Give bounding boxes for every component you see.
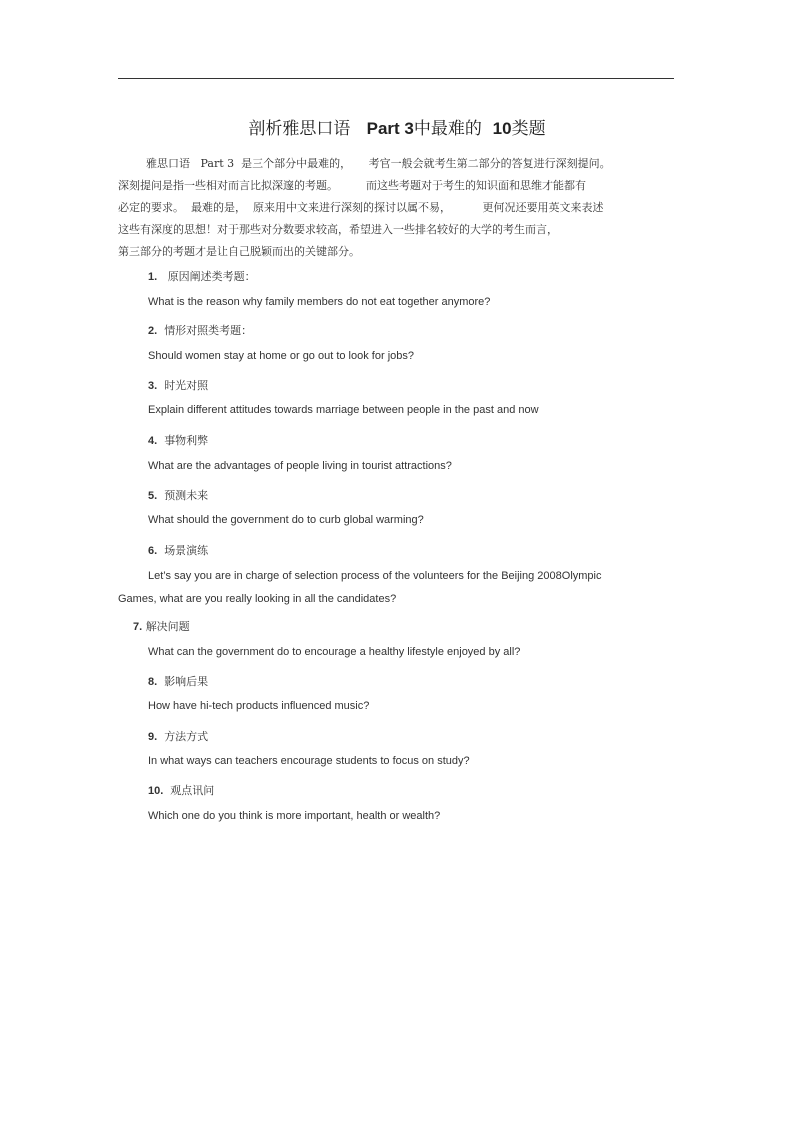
intro-line: 第三部分的考题才是让自己脱颖而出的关键部分。 — [118, 245, 360, 258]
list-item-heading: 5. 预测未来 — [148, 489, 209, 502]
list-item-question: What are the advantages of people living in tourist attractions? — [148, 460, 452, 472]
list-item-heading: 4. 事物利弊 — [148, 434, 209, 447]
list-item-question-continued: Games, what are you really looking in all the candidates? — [118, 593, 397, 605]
intro-paragraph — [118, 153, 678, 263]
list-item-heading: 9. 方法方式 — [148, 730, 209, 743]
list-item-heading: 7. 解决问题 — [133, 620, 190, 633]
intro-line: 必定的要求。 最难的是， 原来用中文来进行深刻的探讨以属不易， 更何况还要用英文来表述 — [118, 201, 604, 214]
list-item-question: What should the government do to curb global warming? — [148, 514, 424, 526]
list-item-question: What is the reason why family members do not eat together anymore? — [148, 296, 491, 308]
page-title: 剖析雅思口语 Part 3中最难的 10类题 — [248, 119, 546, 139]
list-item-question: Let’s say you are in charge of selection process of the volunteers for the Beijing 2008Olympic — [148, 570, 602, 582]
list-item-heading: 3. 时光对照 — [148, 379, 209, 392]
header-rule — [118, 78, 674, 79]
list-item-question: Which one do you think is more important, health or wealth? — [148, 810, 441, 822]
intro-line: 雅思口语 Part 3 是三个部分中最难的， 考官一般会就考生第二部分的答复进行深刻提问。 — [146, 157, 611, 170]
list-item-question: Explain different attitudes towards marriage between people in the past and now — [148, 404, 539, 416]
list-item-question: How have hi-tech products influenced music? — [148, 700, 370, 712]
list-item-question: What can the government do to encourage a healthy lifestyle enjoyed by all? — [148, 646, 521, 658]
list-item-heading: 6. 场景演练 — [148, 544, 209, 557]
list-item-heading: 8. 影响后果 — [148, 675, 209, 688]
list-item-heading: 2. 情形对照类考题： — [148, 324, 253, 337]
list-item-question: Should women stay at home or go out to look for jobs? — [148, 350, 414, 362]
list-item-heading: 1. 原因阐述类考题： — [148, 270, 256, 283]
list-item-question: In what ways can teachers encourage students to focus on study? — [148, 755, 470, 767]
intro-line: 这些有深度的思想！对于那些对分数要求较高，希望进入一些排名较好的大学的考生而言， — [118, 223, 558, 236]
intro-line: 深刻提问是指一些相对而言比拟深邃的考题。 而这些考题对于考生的知识面和思维才能都有 — [118, 179, 586, 192]
list-item-heading: 10. 观点讯问 — [148, 784, 215, 797]
